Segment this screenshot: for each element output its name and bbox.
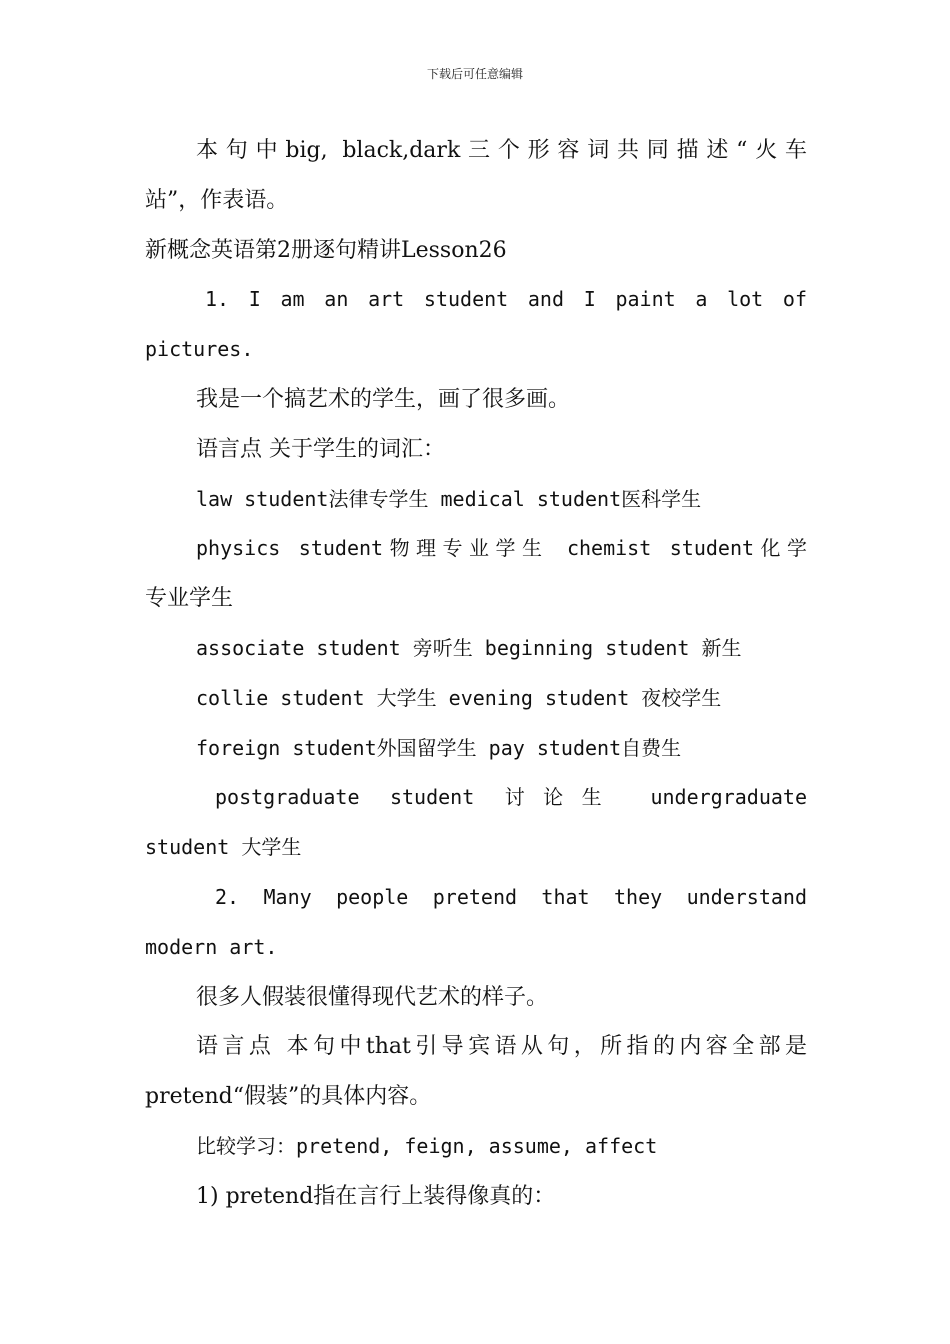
example-sentence: pictures.: [145, 337, 254, 362]
compare-item: 1) pretend指在言行上装得像真的：: [196, 1183, 556, 1209]
note-heading: 语言点 关于学生的词汇：: [196, 436, 445, 462]
compare-heading: 比较学习：pretend, feign, assume, affect: [196, 1133, 658, 1158]
example-sentence: 2. Many people pretend that they understand: [215, 884, 807, 909]
page-header: 下载后可任意编辑: [426, 67, 523, 81]
document-body: [145, 126, 807, 1222]
note-line: 语言点 本句中that引导宾语从句，所指的内容全部是: [196, 1034, 807, 1060]
note-line: pretend“假装”的具体内容。: [145, 1084, 432, 1110]
example-sentence: 1. I am an art student and I paint a lot of: [205, 287, 807, 312]
vocab-line: physics student物理专业学生 chemist student化学: [196, 536, 807, 561]
vocab-line: postgraduate student 讨论生 undergraduate: [215, 785, 807, 810]
translation-line: 很多人假装很懂得现代艺术的样子。: [196, 984, 549, 1010]
example-sentence: modern art.: [145, 934, 278, 959]
vocab-line: student 大学生: [145, 835, 302, 860]
vocab-line: law student法律专学生 medical student医科学生: [196, 486, 702, 511]
vocab-line: foreign student外国留学生 pay student自费生: [196, 735, 682, 760]
text-line: 本句中big, black,dark三个形容词共同描述“火车: [196, 138, 807, 163]
text-line: 站”，作表语。: [145, 187, 289, 213]
section-title: 新概念英语第2册逐句精讲Lesson26: [145, 237, 507, 263]
vocab-line: associate student 旁听生 beginning student 新生: [196, 635, 742, 660]
vocab-line: collie student 大学生 evening student 夜校学生: [196, 685, 722, 710]
vocab-line: 专业学生: [145, 586, 234, 612]
translation-line: 我是一个搞艺术的学生，画了很多画。: [196, 386, 571, 412]
